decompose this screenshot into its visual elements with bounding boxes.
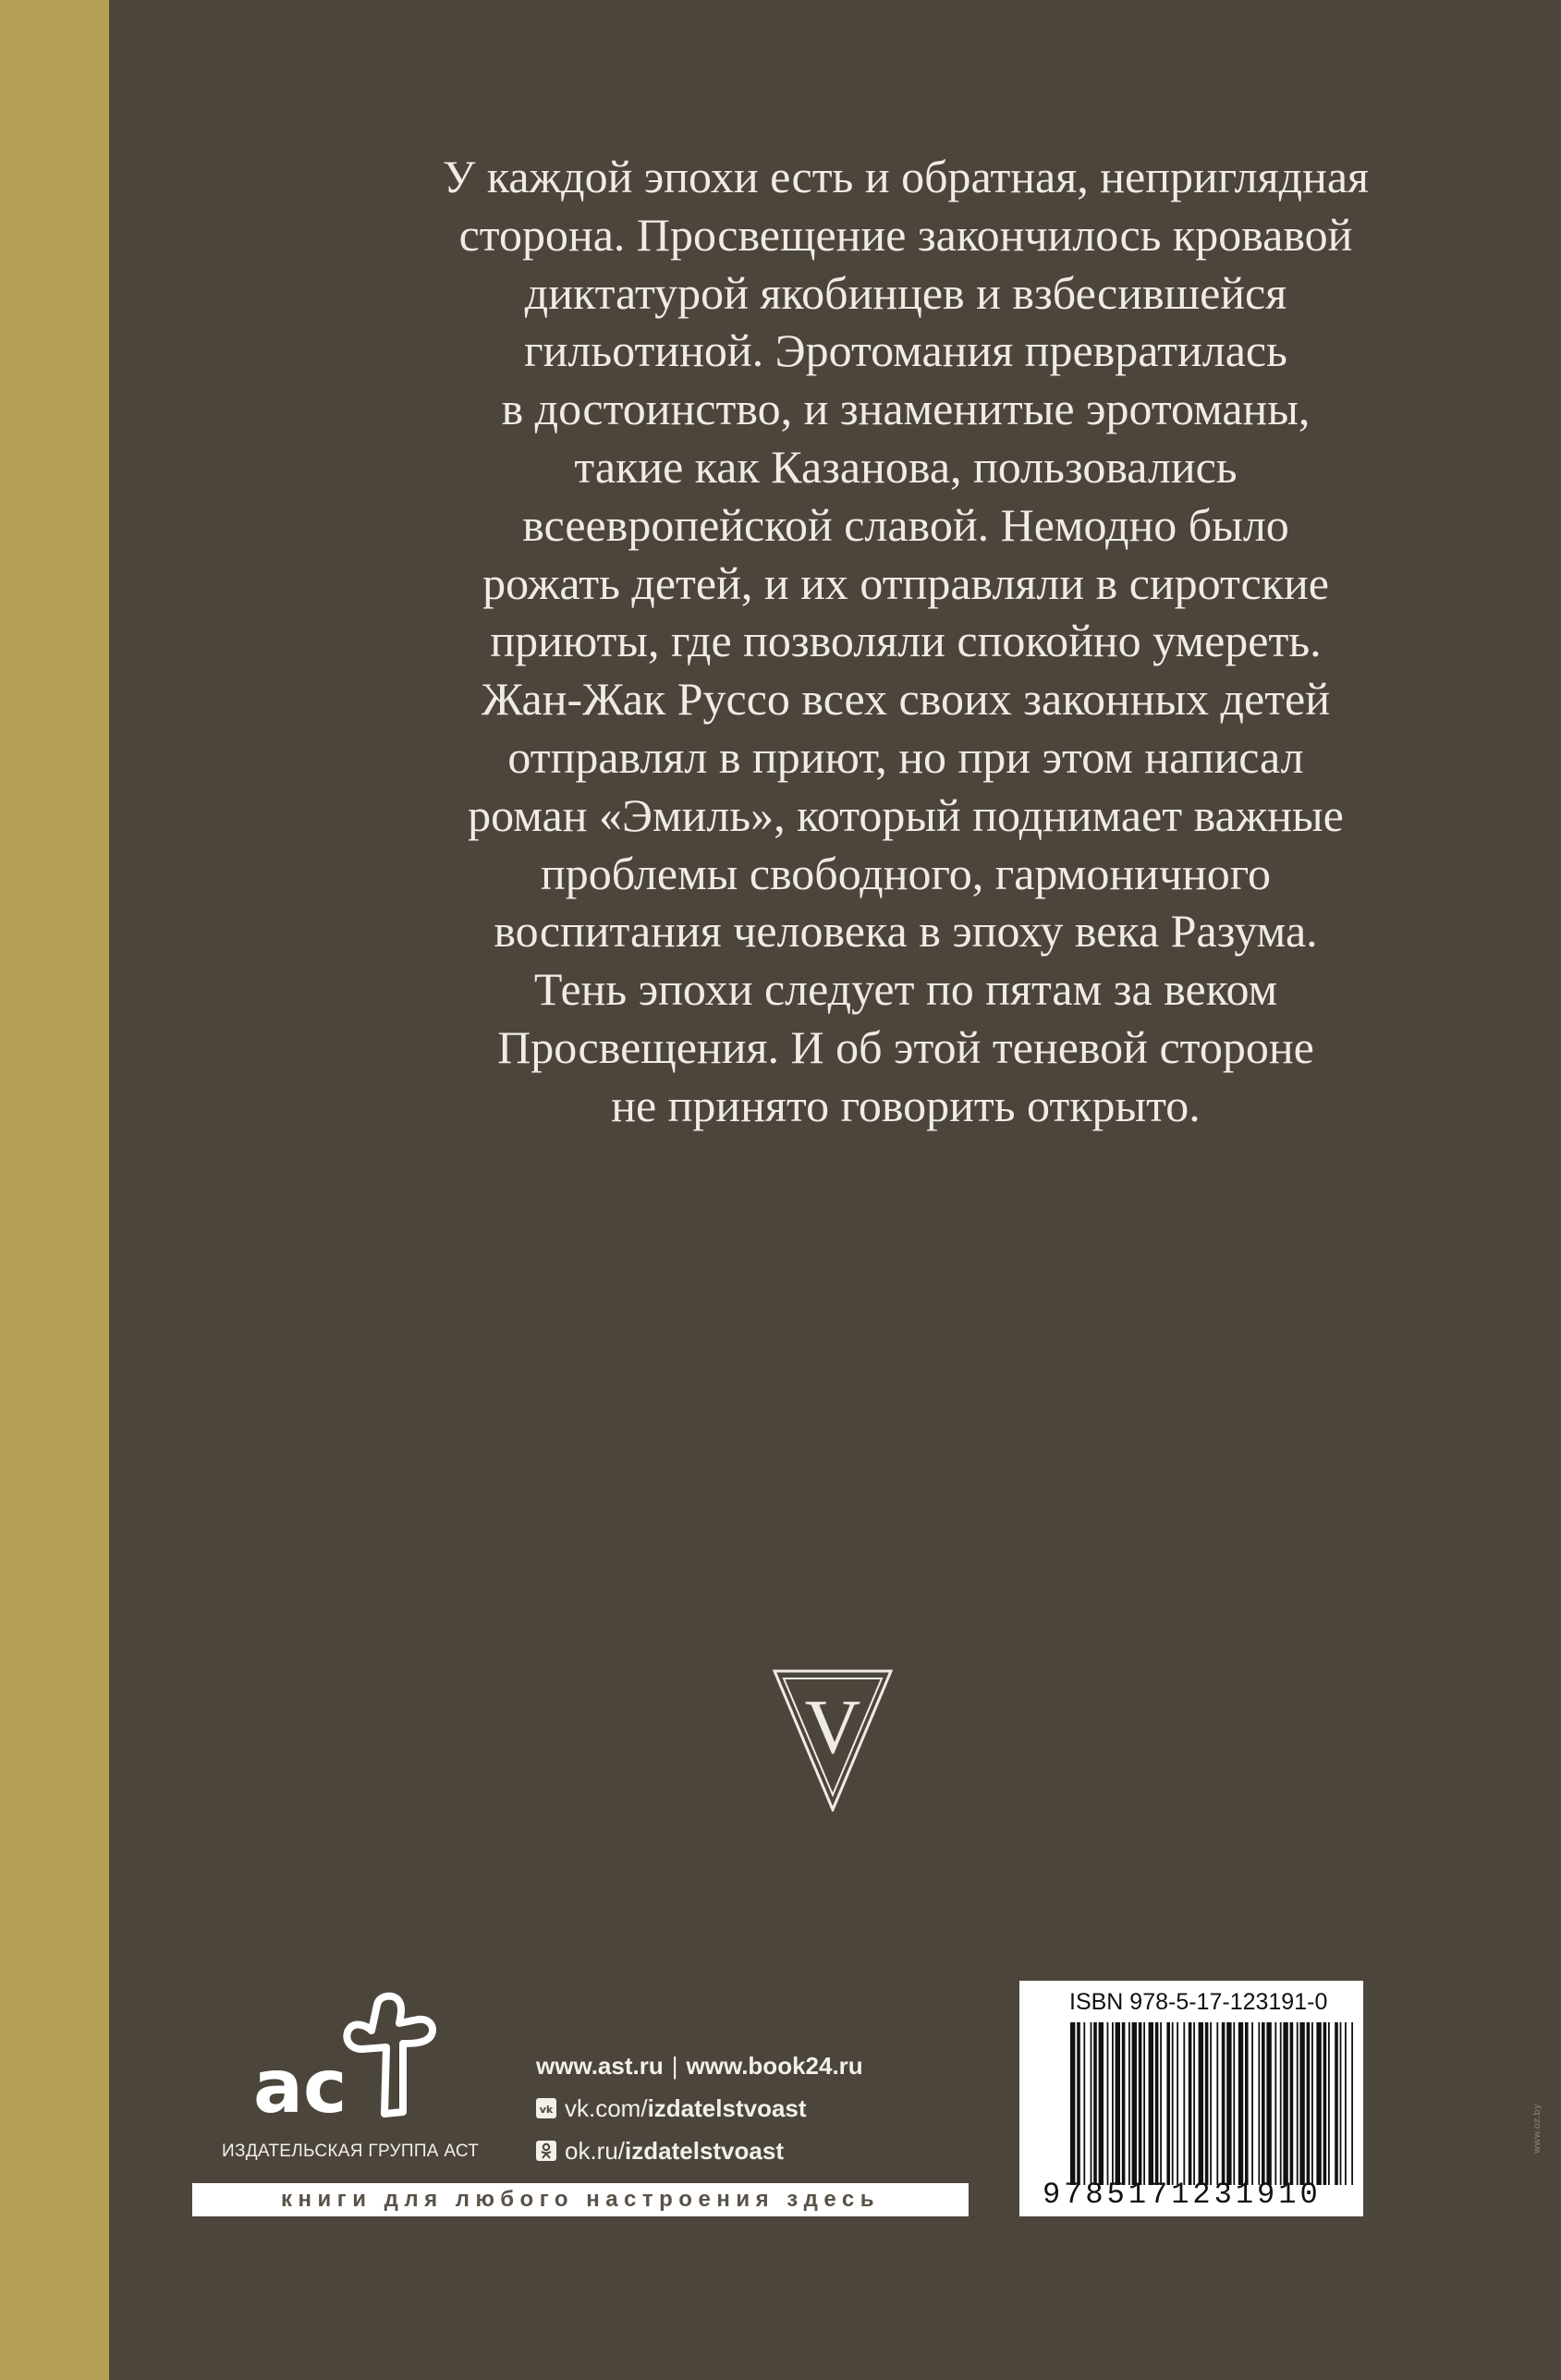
barcode-bar (1112, 2022, 1114, 2185)
barcode-bar (1210, 2022, 1212, 2185)
ok-handle: izdatelstvoast (625, 2137, 784, 2165)
barcode-bar (1189, 2022, 1192, 2185)
barcode-bar (1274, 2022, 1276, 2185)
barcode-bar (1222, 2022, 1226, 2185)
site-link-ast[interactable]: www.ast.ru (536, 2052, 664, 2080)
website-row (536, 2044, 863, 2087)
barcode-bar (1128, 2022, 1130, 2185)
ean-digits: 9785171231910 (1043, 2178, 1322, 2212)
barcode-bar (1251, 2022, 1253, 2185)
blurb-line: приюты, где позволяли спокойно умереть. (490, 615, 1322, 667)
barcode-bar (1172, 2022, 1174, 2185)
barcode-bar (1258, 2022, 1260, 2185)
ast-logo-icon (248, 1992, 442, 2140)
barcode-bar (1299, 2022, 1304, 2185)
barcode-bar (1083, 2022, 1085, 2185)
blurb-line: Жан-Жак Руссо всех своих законных детей (482, 673, 1330, 726)
barcode-bar (1283, 2022, 1287, 2185)
blurb-line: не принято говорить открыто. (611, 1079, 1201, 1131)
barcode-bar (1116, 2022, 1120, 2185)
blurb-line: роман «Эмиль», который поднимает важные (468, 788, 1344, 841)
ok-row[interactable] (536, 2130, 863, 2172)
barcode-bar (1193, 2022, 1195, 2185)
watermark: www.oz.by (1532, 2104, 1543, 2154)
publisher-group-name: ИЗДАТЕЛЬСКАЯ ГРУППА АСТ (222, 2142, 480, 2161)
barcode-bar (1199, 2022, 1203, 2185)
barcode-bar (1351, 2022, 1353, 2185)
barcode-bar (1323, 2022, 1327, 2185)
blurb-line: такие как Казанова, пользовались (574, 440, 1238, 493)
barcode-bar (1099, 2022, 1104, 2185)
logo-text: ac (253, 2044, 348, 2130)
barcode-bar (1226, 2022, 1231, 2185)
barcode-bar (1155, 2022, 1159, 2185)
barcode-bar (1205, 2022, 1209, 2185)
site-link-book24[interactable]: www.book24.ru (686, 2052, 863, 2080)
blurb-line: У каждой эпохи есть и обратная, неприглядная (442, 151, 1370, 202)
blurb-line: воспитания человека в эпоху века Разума. (494, 905, 1318, 958)
barcode-bar (1122, 2022, 1126, 2185)
ok-prefix: ok.ru/ (565, 2137, 626, 2165)
barcode-bar (1311, 2022, 1313, 2185)
barcode-bar (1091, 2022, 1092, 2185)
blurb-line: Просвещения. И об этой теневой стороне (497, 1020, 1314, 1073)
barcode-bar (1177, 2022, 1178, 2185)
barcode-bar (1238, 2022, 1243, 2185)
barcode-bar (1340, 2022, 1342, 2185)
barcode-bar (1216, 2022, 1218, 2185)
barcode-bar (1297, 2022, 1299, 2185)
vk-row[interactable] (536, 2087, 863, 2130)
blurb-line: диктатурой якобинцев и взбесившейся (524, 266, 1287, 319)
barcode-bar (1345, 2022, 1347, 2185)
barcode-bar (1262, 2022, 1265, 2185)
blurb-line: в достоинство, и знаменитые эротоманы, (501, 383, 1311, 435)
blurb-line: Тень эпохи следует по пятам за веком (533, 963, 1278, 1016)
barcode-bar (1139, 2022, 1142, 2185)
barcode-bar (1328, 2022, 1330, 2185)
emblem-letter: V (804, 1684, 861, 1770)
barcode-bar (1070, 2022, 1075, 2185)
blurb-line: рожать детей, и их отправляли в сиротские (482, 556, 1329, 609)
barcode-bar (1316, 2022, 1321, 2185)
tagline-banner: книги для любого настроения здесь (192, 2183, 969, 2216)
blurb-line: гильотиной. Эротомания превратилась (524, 324, 1287, 377)
vk-handle: izdatelstvoast (647, 2094, 807, 2122)
spine-stripe (0, 0, 109, 2380)
vk-prefix: vk.com/ (565, 2094, 648, 2122)
svg-text:vk: vk (539, 2104, 554, 2116)
barcode-bar (1290, 2022, 1294, 2185)
barcode-bar (1166, 2022, 1170, 2185)
blurb-line: всеевропейской славой. Немодно было (522, 498, 1289, 551)
isbn-label: ISBN 978-5-17-123191-0 (1069, 1989, 1328, 2015)
v-emblem-icon (773, 1667, 893, 1812)
barcode-bar (1143, 2022, 1145, 2185)
ok-icon (536, 2141, 556, 2161)
publisher-links (536, 2044, 863, 2172)
barcode-bar (1107, 2022, 1109, 2185)
link-separator: | (671, 2052, 678, 2080)
barcode-bar (1335, 2022, 1338, 2185)
barcode-bar (1149, 2022, 1153, 2185)
barcode-bar (1233, 2022, 1235, 2185)
barcode-bar (1266, 2022, 1271, 2185)
barcode-icon (1070, 2022, 1353, 2185)
barcode-bar (1093, 2022, 1097, 2185)
barcode-bar (1132, 2022, 1137, 2185)
barcode-bar (1077, 2022, 1080, 2185)
barcode-bar (1280, 2022, 1282, 2185)
barcode-bar (1160, 2022, 1162, 2185)
blurb-line: проблемы свободного, гармоничного (540, 847, 1271, 899)
barcode-bar (1183, 2022, 1185, 2185)
blurb-line: отправлял в приют, но при этом написал (507, 730, 1304, 783)
barcode-bar (1307, 2022, 1311, 2185)
barcode-bar (1245, 2022, 1249, 2185)
blurb-text (305, 148, 1506, 1135)
vk-icon (536, 2098, 556, 2118)
blurb-line: сторона. Просвещение закончилось кровавой (458, 208, 1353, 261)
